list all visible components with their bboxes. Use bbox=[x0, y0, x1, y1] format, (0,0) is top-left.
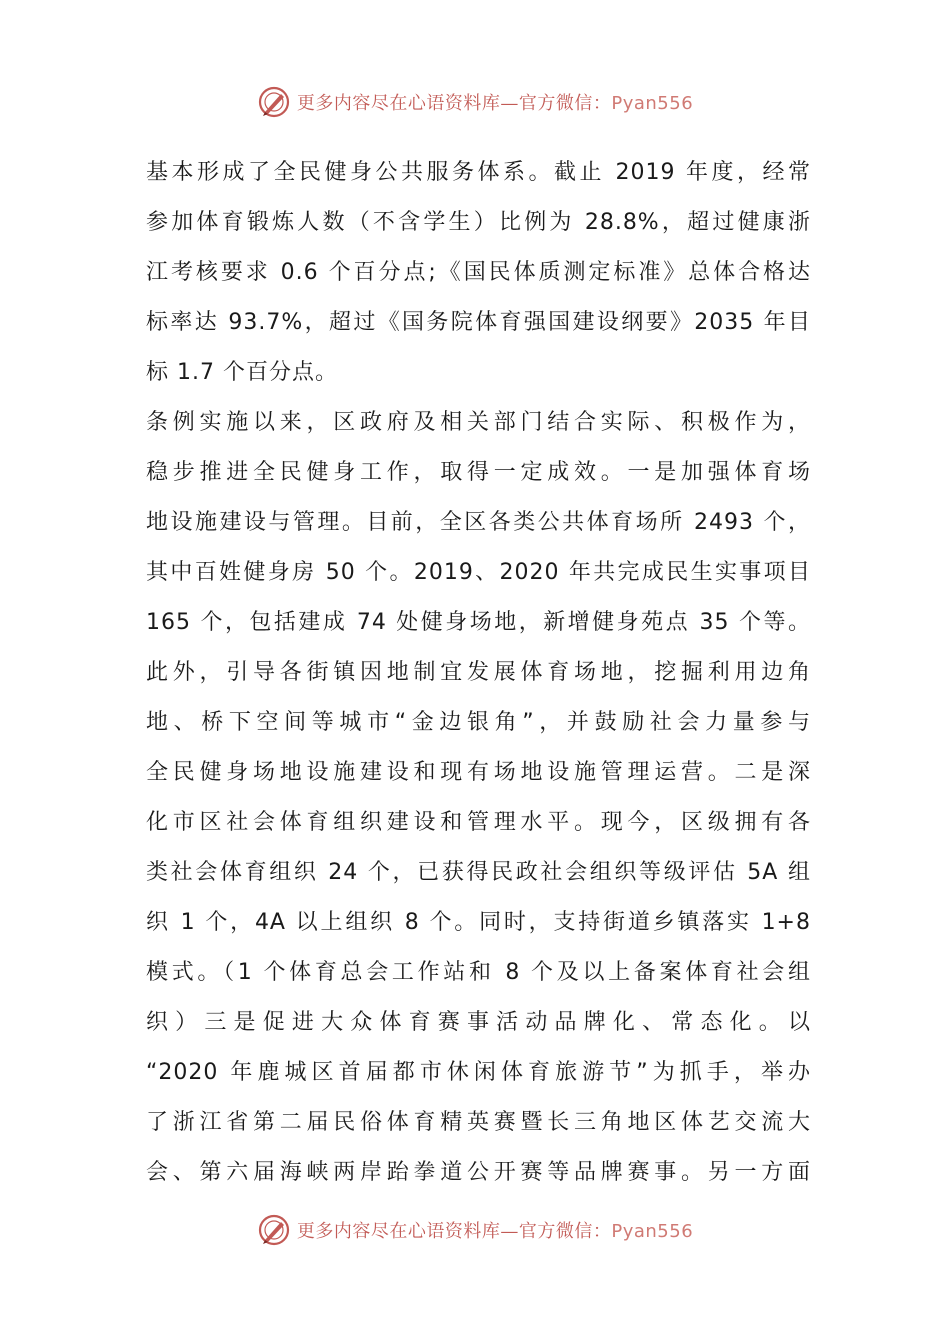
footer-banner-text: 更多内容尽在心语资料库—官方微信： bbox=[296, 1221, 612, 1242]
header-banner bbox=[0, 84, 950, 120]
body-line: 类社会体育组织 24 个，已获得民政社会组织等级评估 5A 组 bbox=[146, 860, 811, 885]
body-line: 地、桥下空间等城市“金边银角”，并鼓励社会力量参与 bbox=[146, 710, 811, 735]
body-line: 标率达 93.7%，超过《国务院体育强国建设纲要》2035 年目 bbox=[146, 310, 811, 335]
body-line: 参加体育锻炼人数（不含学生）比例为 28.8%，超过健康浙 bbox=[146, 210, 811, 235]
body-line: 标 1.7 个百分点。 bbox=[146, 360, 338, 385]
header-wechat-id: Pyan556 bbox=[611, 93, 694, 114]
footer-banner-label bbox=[297, 1217, 693, 1243]
body-line: “2020 年鹿城区首届都市休闲体育旅游节”为抓手，举办 bbox=[146, 1060, 811, 1085]
body-line: 织 1 个，4A 以上组织 8 个。同时，支持街道乡镇落实 1+8 bbox=[146, 910, 811, 935]
body-line: 165 个，包括建成 74 处健身场地，新增健身苑点 35 个等。 bbox=[146, 610, 811, 635]
body-line: 稳步推进全民健身工作，取得一定成效。一是加强体育场 bbox=[146, 460, 811, 485]
body-line: 其中百姓健身房 50 个。2019、2020 年共完成民生实事项目 bbox=[146, 560, 811, 585]
body-line: 化市区社会体育组织建设和管理水平。现今，区级拥有各 bbox=[146, 810, 811, 835]
pen-circle-logo-icon bbox=[257, 1213, 291, 1247]
body-line: 会、第六届海峡两岸跆拳道公开赛等品牌赛事。另一方面 bbox=[146, 1160, 811, 1185]
header-banner-label bbox=[297, 89, 693, 115]
footer-banner bbox=[0, 1212, 950, 1248]
body-line: 全民健身场地设施建设和现有场地设施管理运营。二是深 bbox=[146, 760, 811, 785]
body-line: 此外，引导各街镇因地制宜发展体育场地，挖掘利用边角 bbox=[146, 660, 811, 685]
body-line: 条例实施以来，区政府及相关部门结合实际、积极作为， bbox=[146, 410, 811, 435]
body-line: 基本形成了全民健身公共服务体系。截止 2019 年度，经常 bbox=[146, 160, 811, 185]
pen-circle-logo-icon bbox=[257, 85, 291, 119]
document-body bbox=[146, 148, 811, 1198]
body-line: 了浙江省第二届民俗体育精英赛暨长三角地区体艺交流大 bbox=[146, 1110, 811, 1135]
header-banner-text: 更多内容尽在心语资料库—官方微信： bbox=[296, 93, 612, 114]
body-line: 模式。（1 个体育总会工作站和 8 个及以上备案体育社会组 bbox=[146, 960, 811, 985]
body-line: 江考核要求 0.6 个百分点;《国民体质测定标准》总体合格达 bbox=[146, 260, 811, 285]
footer-wechat-id: Pyan556 bbox=[611, 1221, 694, 1242]
body-line: 织）三是促进大众体育赛事活动品牌化、常态化。以 bbox=[146, 1010, 811, 1035]
body-line: 地设施建设与管理。目前，全区各类公共体育场所 2493 个， bbox=[146, 510, 811, 535]
